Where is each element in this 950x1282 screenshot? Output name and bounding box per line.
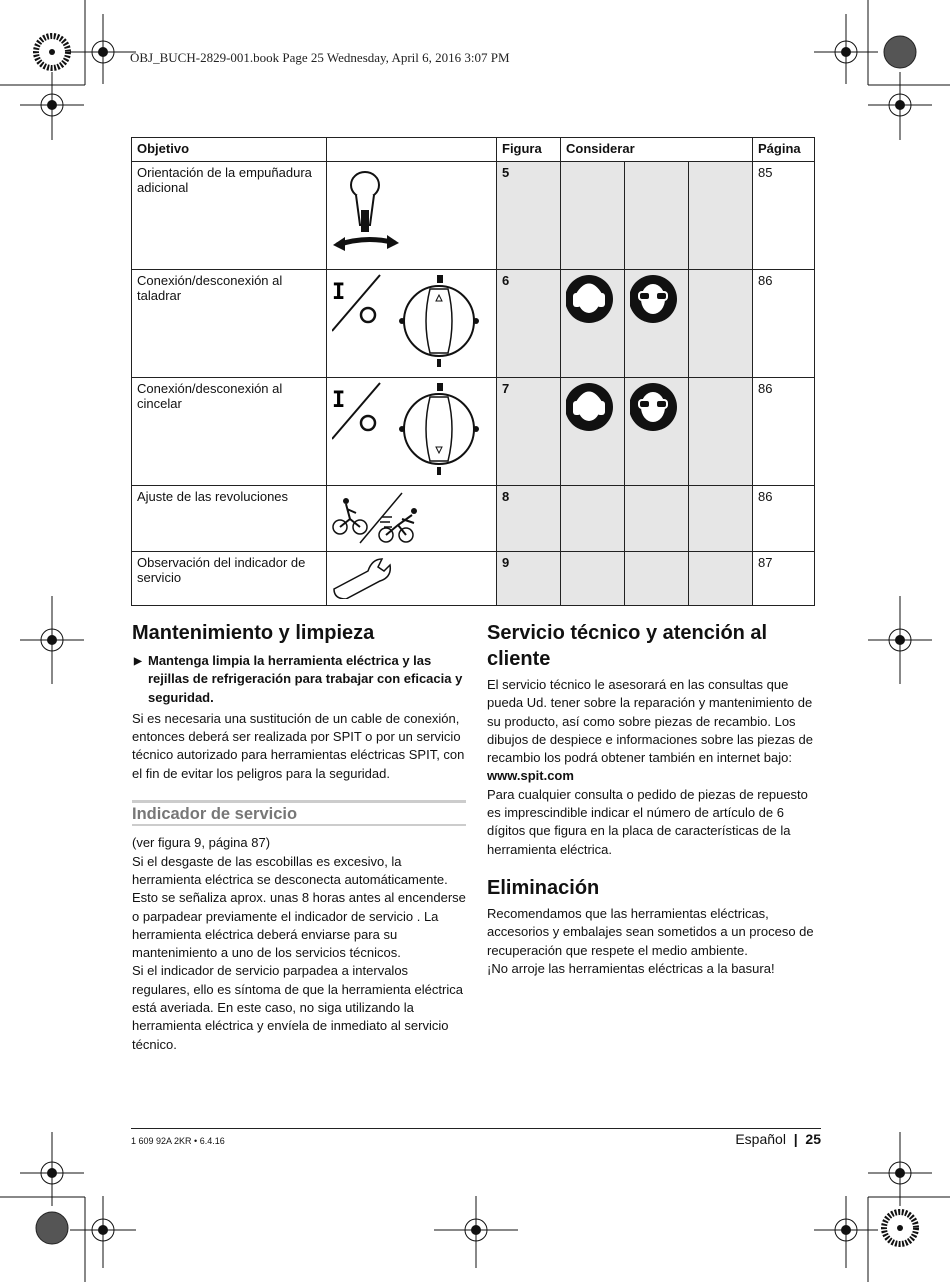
section-rule [132, 800, 466, 803]
row-objetivo: Orientación de la empuñadura adicional [132, 162, 327, 270]
page-number: 25 [805, 1131, 821, 1147]
right-column [487, 620, 820, 978]
table-row [132, 162, 815, 270]
row-pagina: 87 [753, 552, 815, 606]
table-row [132, 486, 815, 552]
page-footer [131, 1128, 821, 1147]
row-figure-cell [327, 486, 497, 552]
print-info: OBJ_BUCH-2829-001.book Page 25 Wednesday, April 6, 2016 3:07 PM [130, 50, 510, 65]
objective-table [131, 137, 815, 606]
table-row [132, 378, 815, 486]
page-label: Español | 25 [735, 1131, 821, 1147]
left-column [132, 620, 466, 1054]
row-pagina: 86 [753, 378, 815, 486]
paragraph: Si es necesaria una sustitución de un cable de conexión, entonces deberá ser realizada por SPIT o por un servicio técnico autorizado para herramientas eléctricas SPIT, con el fin de evitar los peligros para la seguridad. [132, 710, 465, 781]
row-figure-cell [327, 270, 497, 378]
doc-code: 1 609 92A 2KR • 6.4.16 [131, 1136, 225, 1146]
on-symbol: I [332, 280, 346, 305]
header-considerar: Considerar [561, 138, 753, 162]
on-symbol: I [332, 388, 346, 413]
section-rule [132, 824, 466, 826]
header-figura: Figura [497, 138, 561, 162]
row-figura: 5 [497, 162, 561, 270]
speed-setting-icon [332, 489, 482, 545]
header-objetivo: Objetivo [132, 138, 327, 162]
paragraph: ¡No arroje las herramientas eléctricas a la basura! [487, 960, 775, 976]
row-figure-cell [327, 552, 497, 606]
heading-indicador: Indicador de servicio [132, 805, 298, 824]
row-figura: 9 [497, 552, 561, 606]
heading-eliminacion: Eliminación [487, 876, 600, 899]
eye-protection-icon [630, 383, 680, 433]
table-header-row [132, 138, 815, 162]
table-row [132, 270, 815, 378]
eye-protection-icon [630, 275, 680, 325]
side-handle-icon [332, 165, 482, 261]
language-label: Español [735, 1131, 786, 1147]
row-objetivo: Conexión/desconexión al cincelar [132, 378, 327, 486]
row-pagina: 85 [753, 162, 815, 270]
ear-protection-icon [566, 275, 616, 325]
wrench-icon [332, 555, 482, 599]
heading-mantenimiento: Mantenimiento y limpieza [132, 622, 375, 644]
paragraph: Si el indicador de servicio parpadea a intervalos regulares, ello es síntoma de que la herramienta eléctrica está averiada. En este caso, no siga utilizando la herramienta eléctrica y envíela de inmediato al servicio técnico. [132, 963, 463, 1052]
paragraph: Recomendamos que las herramientas eléctricas, accesorios y embalajes sean sometidos a un proceso de recuperación que respete el medio ambiente. [487, 905, 814, 958]
row-figure-cell [327, 378, 497, 486]
paragraph: (ver figura 9, página 87) [132, 835, 271, 851]
website-link[interactable]: www.spit.com [487, 768, 574, 784]
ear-protection-icon [566, 383, 616, 433]
table-row [132, 552, 815, 606]
triangle-bullet-icon: ▶ [134, 656, 142, 667]
row-objetivo: Conexión/desconexión al taladrar [132, 270, 327, 378]
row-figura: 7 [497, 378, 561, 486]
row-objetivo: Observación del indicador de servicio [132, 552, 327, 606]
paragraph: El servicio técnico le asesorará en las consultas que pueda Ud. tener sobre la reparación y mantenimiento de su producto, así como sobre piezas de recambio. Los dibujos de despiece e informaciones sobre las piezas de recambio los podrá obtener también en internet bajo: [487, 677, 813, 766]
row-objetivo: Ajuste de las revoluciones [132, 486, 327, 552]
paragraph: Para cualquier consulta o pedido de piezas de repuesto es imprescindible indicar el número de artículo de 6 dígitos que figura en la placa de características de la herramienta eléctrica. [487, 786, 808, 857]
row-figure-cell [327, 162, 497, 270]
paragraph: Si el desgaste de las escobillas es excesivo, la herramienta eléctrica se desconecta automáticamente. Esto se señaliza aprox. unas 8 horas antes al encenderse o parpadear previamente el indicador de servicio . La herramienta eléctrica deberá enviarse para su mantenimiento a uno de los servicios técnicos. [132, 853, 466, 961]
chisel-mode-switch-icon [332, 381, 482, 477]
row-figura: 8 [497, 486, 561, 552]
header-blank [327, 138, 497, 162]
row-pagina: 86 [753, 486, 815, 552]
row-figura: 6 [497, 270, 561, 378]
drill-mode-switch-icon [332, 273, 482, 369]
heading-servicio: Servicio técnico y atención al cliente [487, 622, 768, 670]
row-pagina: 86 [753, 270, 815, 378]
bullet-text: Mantenga limpia la herramienta eléctrica y las rejillas de refrigeración para trabajar con eficacia y seguridad. [148, 653, 463, 705]
header-pagina: Página [753, 138, 815, 162]
bullet-item [132, 652, 466, 707]
